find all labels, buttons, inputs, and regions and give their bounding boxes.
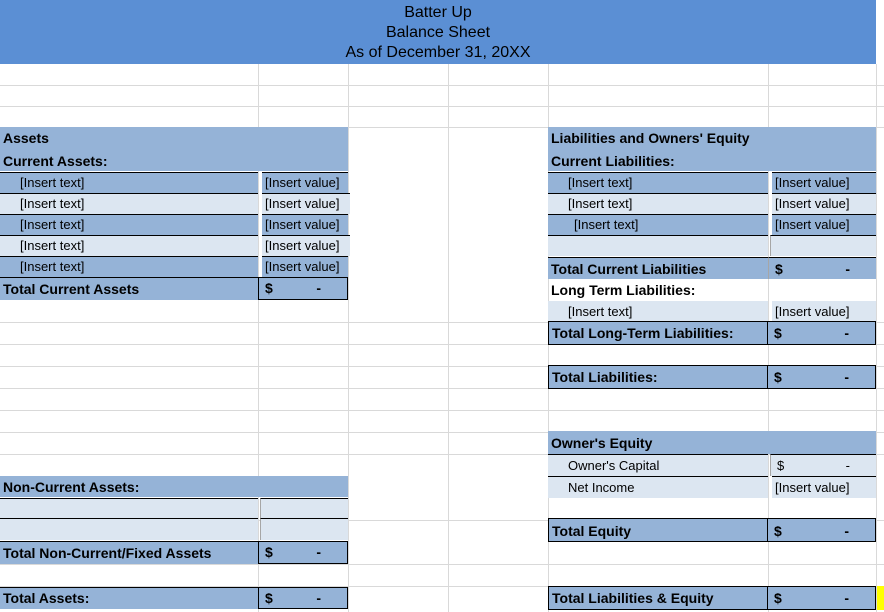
liability-row-label[interactable]: [Insert text]	[548, 214, 768, 235]
total-liabilities-equity-label[interactable]: Total Liabilities & Equity	[548, 586, 768, 610]
liability-row-label[interactable]: [Insert text]	[548, 172, 768, 193]
noncurrent-assets-heading[interactable]: Non-Current Assets:	[0, 476, 348, 497]
liability-row-label[interactable]: [Insert text]	[548, 193, 768, 214]
noncurrent-asset-value[interactable]	[260, 518, 348, 540]
grid-line	[0, 410, 884, 411]
noncurrent-asset-row[interactable]	[0, 498, 258, 518]
noncurrent-asset-value[interactable]	[260, 498, 348, 518]
currency-symbol: $	[774, 523, 782, 539]
current-liabilities-heading[interactable]: Current Liabilities:	[548, 149, 876, 171]
asset-row-value[interactable]: [Insert value]	[262, 172, 348, 193]
total-assets-label[interactable]: Total Assets:	[0, 587, 258, 609]
liability-blank-value[interactable]	[770, 235, 876, 256]
owners-capital-label[interactable]: Owner's Capital	[548, 454, 768, 476]
net-income-value[interactable]: [Insert value]	[772, 476, 876, 498]
sheet-title[interactable]: Balance Sheet	[385, 24, 491, 41]
asset-row-value[interactable]: [Insert value]	[262, 193, 350, 214]
grid-line	[0, 106, 884, 107]
noncurrent-asset-row[interactable]	[0, 518, 258, 540]
asset-row-label[interactable]: [Insert text]	[0, 214, 258, 235]
liability-blank-row[interactable]	[548, 235, 768, 256]
total-assets-value[interactable]	[258, 587, 348, 609]
total-current-assets-value[interactable]	[258, 277, 348, 300]
total-liabilities-label[interactable]: Total Liabilities:	[548, 365, 768, 389]
asset-row-label[interactable]: [Insert text]	[0, 235, 258, 256]
liabilities-equity-heading[interactable]: Liabilities and Owners' Equity	[548, 127, 876, 149]
zero-dash: -	[844, 325, 849, 341]
grid-line	[0, 564, 884, 565]
asset-row-value[interactable]: [Insert value]	[262, 256, 348, 277]
zero-dash: -	[316, 544, 321, 560]
total-equity-value[interactable]	[767, 518, 876, 542]
zero-dash: -	[845, 261, 850, 277]
longterm-row-label[interactable]: [Insert text]	[548, 301, 768, 322]
owners-equity-heading[interactable]: Owner's Equity	[548, 431, 876, 454]
asset-row-label[interactable]: [Insert text]	[0, 193, 258, 214]
zero-dash: -	[844, 369, 849, 385]
zero-dash: -	[316, 280, 321, 296]
owners-capital-value[interactable]	[770, 454, 876, 476]
zero-dash: -	[316, 590, 321, 606]
currency-symbol: $	[265, 280, 273, 296]
grid-line	[448, 64, 449, 612]
highlighted-cell[interactable]	[877, 586, 884, 610]
currency-symbol: $	[774, 325, 782, 341]
grid-line	[0, 85, 884, 86]
liability-row-value[interactable]: [Insert value]	[772, 214, 876, 235]
sheet-header	[0, 0, 876, 64]
total-longterm-liabilities-label[interactable]: Total Long-Term Liabilities:	[548, 321, 768, 345]
asset-row-value[interactable]: [Insert value]	[262, 214, 348, 235]
zero-dash: -	[845, 458, 850, 473]
currency-symbol: $	[774, 369, 782, 385]
sheet-date[interactable]: As of December 31, 20XX	[345, 44, 531, 61]
total-equity-label[interactable]: Total Equity	[548, 518, 768, 542]
asset-row-label[interactable]: [Insert text]	[0, 256, 258, 277]
assets-heading[interactable]: Assets	[0, 127, 348, 149]
total-current-liabilities-value[interactable]	[768, 257, 876, 279]
total-liabilities-equity-value[interactable]	[767, 586, 876, 610]
asset-row-label[interactable]: [Insert text]	[0, 172, 258, 193]
company-name[interactable]: Batter Up	[404, 4, 472, 21]
net-income-label[interactable]: Net Income	[548, 476, 768, 498]
longterm-row-value[interactable]: [Insert value]	[772, 301, 876, 322]
total-liabilities-value[interactable]	[767, 365, 876, 389]
grid-line	[348, 64, 349, 612]
total-current-assets-label[interactable]: Total Current Assets	[0, 277, 258, 300]
currency-symbol: $	[775, 261, 783, 277]
asset-row-value[interactable]: [Insert value]	[262, 235, 350, 256]
zero-dash: -	[844, 523, 849, 539]
grid-line	[876, 64, 877, 612]
currency-symbol: $	[777, 458, 785, 473]
total-longterm-liabilities-value[interactable]	[767, 321, 876, 345]
total-noncurrent-assets-value[interactable]	[258, 541, 348, 564]
currency-symbol: $	[265, 590, 273, 606]
liability-row-value[interactable]: [Insert value]	[772, 193, 876, 214]
current-assets-heading[interactable]: Current Assets:	[0, 149, 348, 171]
currency-symbol: $	[774, 590, 782, 606]
zero-dash: -	[844, 590, 849, 606]
total-current-liabilities-label[interactable]: Total Current Liabilities	[548, 257, 768, 279]
longterm-liabilities-heading[interactable]: Long Term Liabilities:	[551, 282, 696, 298]
liability-row-value[interactable]: [Insert value]	[772, 172, 876, 193]
total-noncurrent-assets-label[interactable]: Total Non-Current/Fixed Assets	[0, 541, 258, 564]
currency-symbol: $	[265, 544, 273, 560]
